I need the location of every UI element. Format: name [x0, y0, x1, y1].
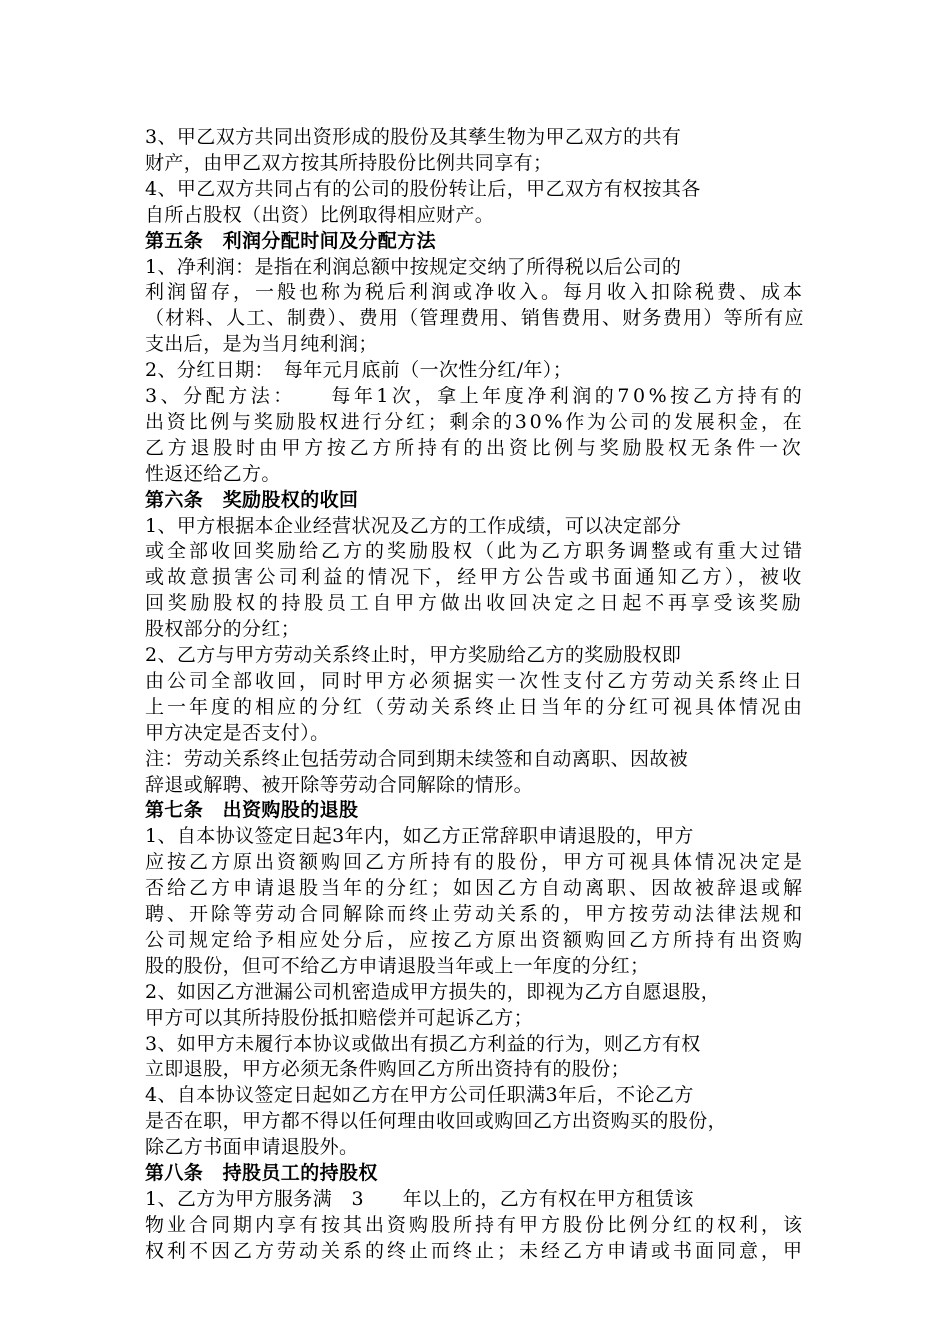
text-line: 乙方退股时由甲方按乙方所持有的出资比例与奖励股权无条件一次: [145, 436, 805, 459]
text-line: 2、乙方与甲方劳动关系终止时，甲方奖励给乙方的奖励股权即: [145, 644, 682, 666]
text-line: 3、甲乙双方共同出资形成的股份及其孳生物为甲乙双方的共有: [145, 126, 682, 148]
text-line: 物业合同期内享有按其出资购股所持有甲方股份比例分红的权利，该: [145, 1213, 806, 1236]
text-line: 1、净利润：是指在利润总额中按规定交纳了所得税以后公司的: [145, 255, 682, 278]
text-line: 或全部收回奖励给乙方的奖励股权（此为乙方职务调整或有重大过错: [145, 540, 806, 563]
text-line: 应按乙方原出资额购回乙方所持有的股份，甲方可视具体情况决定是: [145, 851, 806, 874]
text-line: 上一年度的相应的分红（劳动关系终止日当年的分红可视具体情况由: [145, 695, 806, 718]
text-line: 由公司全部收回，同时甲方必须据实一次性支付乙方劳动关系终止日: [145, 669, 806, 692]
text-line: 公司规定给予相应处分后，应按乙方原出资额购回乙方所持有出资购: [145, 928, 806, 951]
text-line: 性返还给乙方。: [145, 462, 281, 485]
text-line: 出资比例与奖励股权进行分红；剩余的30%作为公司的发展积金，在: [145, 410, 805, 433]
text-line: 3、分配方法： 每年1次，拿上年度净利润的70%按乙方持有的: [145, 385, 806, 407]
text-line: （材料、人工、制费）、费用（管理费用、销售费用、财务费用）等所有应: [145, 307, 805, 330]
text-line: 2、分红日期： 每年元月底前（一次性分红/年）；: [145, 359, 573, 382]
text-line: 或故意损害公司利益的情况下，经甲方公告或书面通知乙方），被收: [145, 566, 805, 589]
section-heading: 第五条 利润分配时间及分配方法: [145, 229, 437, 252]
text-line: 甲方可以其所持股份抵扣赔偿并可起诉乙方；: [145, 1006, 534, 1029]
text-line: 4、甲乙双方共同占有的公司的股份转让后，甲乙双方有权按其各: [145, 177, 701, 200]
section-heading: 第八条 持股员工的持股权: [145, 1162, 378, 1184]
text-line: 1、甲方根据本企业经营状况及乙方的工作成绩，可以决定部分: [145, 514, 682, 537]
section-heading: 第六条 奖励股权的收回: [145, 488, 359, 511]
text-line: 回奖励股权的持股员工自甲方做出收回决定之日起不再享受该奖励: [145, 592, 805, 615]
text-line: 1、乙方为甲方服务满 3 年以上的，乙方有权在甲方租赁该: [145, 1187, 694, 1210]
text-line: 是否在职，甲方都不得以任何理由收回或购回乙方出资购买的股份，: [145, 1110, 728, 1133]
section-heading: 第七条 出资购股的退股: [145, 799, 359, 822]
text-line: 支出后，是为当月纯利润；: [145, 333, 378, 356]
text-line: 4、自本协议签定日起如乙方在甲方公司任职满3年后，不论乙方: [145, 1084, 694, 1107]
text-line: 财产，由甲乙双方按其所持股份比例共同享有；: [145, 151, 553, 174]
text-line: 否给乙方申请退股当年的分红；如因乙方自动离职、因故被辞退或解: [145, 877, 806, 900]
text-line: 聘、开除等劳动合同解除而终止劳动关系的，甲方按劳动法律法规和: [145, 903, 806, 925]
text-line: 1、自本协议签定日起3年内，如乙方正常辞职申请退股的，甲方: [145, 825, 694, 848]
text-line: 股的股份，但可不给乙方申请退股当年或上一年度的分红；: [145, 954, 650, 977]
text-line: 辞退或解聘、被开除等劳动合同解除的情形。: [145, 773, 534, 796]
text-line: 2、如因乙方泄漏公司机密造成甲方损失的，即视为乙方自愿退股，: [145, 980, 721, 1003]
text-line: 权利不因乙方劳动关系的终止而终止；未经乙方申请或书面同意，甲: [145, 1239, 806, 1262]
text-line: 除乙方书面申请退股外。: [145, 1136, 359, 1159]
text-line: 甲方决定是否支付）。: [145, 721, 330, 744]
text-line: 自所占股权（出资）比例取得相应财产。: [145, 203, 495, 226]
text-line: 注：劳动关系终止包括劳动合同到期未续签和自动离职、因故被: [145, 747, 689, 770]
text-line: 利润留存，一般也称为税后利润或净收入。每月收入扣除税费、成本: [145, 281, 806, 304]
text-line: 立即退股，甲方必须无条件购回乙方所出资持有的股份；: [145, 1058, 631, 1081]
text-line: 3、如甲方未履行本协议或做出有损乙方利益的行为，则乙方有权: [145, 1032, 701, 1055]
text-line: 股权部分的分红；: [145, 618, 301, 641]
